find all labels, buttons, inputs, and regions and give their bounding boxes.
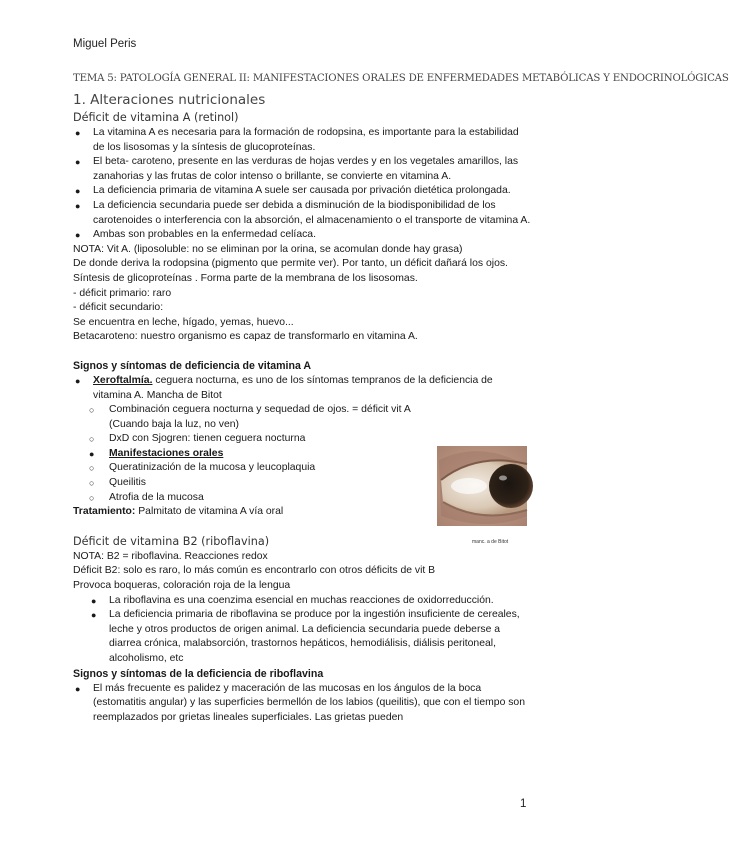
note-line: - déficit secundario:	[73, 302, 164, 314]
list-item: ● El más frecuente es palidez y maceración de las mucosas en los ángulos de la boca (estomatitis angular) y las superficies bermellón de los labios (queilitis), que con el tiempo son reemplazados por grietas lineales superficiales. Las grietas pueden	[73, 682, 533, 726]
vit-a-heading: Déficit de vitamina A (retinol)	[73, 111, 239, 124]
vit-a-bullet-list	[73, 126, 533, 243]
image-caption: manc. a de Bitot	[472, 539, 509, 545]
vit-a-signs-heading: Signos y síntomas de deficiencia de vitamina A	[73, 359, 312, 372]
note-line: Provoca boqueras, coloración roja de la lengua	[73, 580, 291, 592]
sub-list-item: ○ Atrofia de la mucosa	[73, 491, 435, 506]
vit-b2-signs-list	[73, 682, 533, 726]
vit-b2-heading: Déficit de vitamina B2 (riboflavina)	[73, 534, 270, 548]
tema-title: TEMA 5: PATOLOGÍA GENERAL II: MANIFESTACIONES ORALES DE ENFERMEDADES METABÓLICAS Y ENDOCRINOLÓGICAS	[73, 73, 729, 84]
sub-list-item: ○ DxD con Sjogren: tienen ceguera nocturna	[73, 432, 435, 447]
note-line: NOTA: Vit A. (liposoluble: no se eliminan por la orina, se acomulan donde hay grasa)	[73, 243, 463, 255]
vit-a-signs-list	[73, 374, 533, 403]
list-item: ● El beta- caroteno, presente en las verduras de hojas verdes y en los vegetales amarillos, las zanahorias y las frutas de color intenso o brillante, se convierte en vitamina A.	[73, 155, 533, 184]
xeroftalmia-text: ceguera nocturna, es uno de los síntomas tempranos de la deficiencia de vitamina A. Mancha de Bitot	[93, 374, 493, 401]
treatment-text: Palmitato de vitamina A vía oral	[135, 506, 284, 518]
section-title: 1. Alteraciones nutricionales	[73, 92, 266, 108]
treatment-label: Tratamiento:	[73, 506, 136, 518]
document-body	[73, 92, 533, 725]
list-item: ● La deficiencia secundaria puede ser debida a disminución de la biodisponibilidad de los carotenoides o interferencia con la absorción, el almacenamiento o el transporte de vitamina A.	[73, 199, 533, 228]
list-item: ● La vitamina A es necesaria para la formación de rodopsina, es importante para la estabilidad de los lisosomas y la síntesis de glucoproteínas.	[73, 126, 533, 155]
list-item: ● Ambas son probables en la enfermedad celíaca.	[73, 228, 533, 243]
vit-b2-signs-heading: Signos y síntomas de la deficiencia de riboflavina	[73, 667, 324, 680]
oral-manifestations-heading	[73, 447, 435, 462]
list-item: ● La deficiencia primaria de vitamina A suele ser causada por privación dietética prolongada.	[73, 184, 533, 199]
vit-b2-bullet-list	[73, 594, 533, 667]
oral-manifestations-label: Manifestaciones orales	[109, 447, 224, 459]
xeroftalmia-term: Xeroftalmía.	[93, 374, 153, 386]
note-line: Betacaroteno: nuestro organismo es capaz de transformarlo en vitamina A.	[73, 331, 418, 343]
sub-list-item: ○ Queilitis	[73, 476, 435, 491]
note-line: - déficit primario: raro	[73, 287, 172, 299]
page-number: 1	[520, 798, 527, 810]
sub-list-item: ○ Combinación ceguera nocturna y sequedad de ojos. = déficit vit A (Cuando baja la luz, no ven)	[73, 403, 435, 432]
note-line: Se encuentra en leche, hígado, yemas, huevo...	[73, 316, 294, 328]
list-item: ● La riboflavina es una coenzima esencial en muchas reacciones de oxidorreducción.	[73, 594, 533, 609]
note-line: NOTA: B2 = riboflavina. Reacciones redox	[73, 550, 268, 562]
sub-list-item: ○ Queratinización de la mucosa y leucoplaquia	[73, 461, 435, 476]
spacer	[73, 345, 533, 359]
note-line: Déficit B2: solo es raro, lo más común es encontrarlo con otros déficits de vit B	[73, 565, 436, 577]
list-item: ● La deficiencia primaria de riboflavina se produce por la ingestión insuficiente de cereales, leche y otros productos de origen animal. La deficiencia secundaria puede deberse a diarrea crónica, malabsorción, trastornos hepáticos, hemodiálisis, diálisis peritoneal, alcoholismo, etc	[73, 608, 533, 666]
author-name: Miguel Peris	[73, 38, 137, 50]
eye-illustration	[437, 446, 527, 526]
note-line: De donde deriva la rodopsina (pigmento que permite ver). Por tanto, un déficit dañará los ojos. Síntesis de glicoproteínas . Forma parte de la membrana de los lisosomas.	[73, 258, 508, 284]
xeroftalmia-item	[73, 374, 533, 403]
vit-a-sub-list	[73, 403, 435, 505]
bitot-spot-eye-photo	[437, 446, 527, 526]
